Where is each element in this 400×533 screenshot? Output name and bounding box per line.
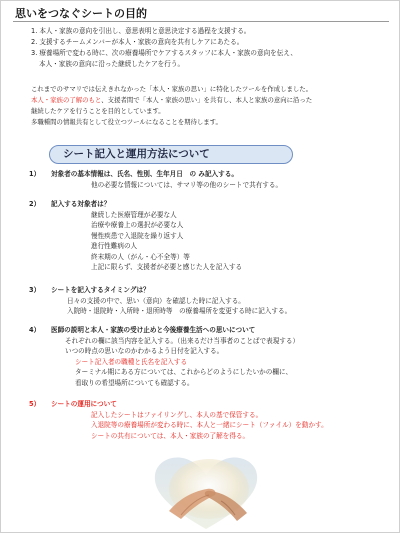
section-1 bbox=[29, 169, 391, 190]
section-line: 記入したシートはファイリングし、本人の基で保管する。 bbox=[91, 410, 263, 419]
section-body bbox=[29, 210, 391, 273]
section-line: 治療や療養上の選択が必要な人 bbox=[91, 221, 184, 229]
section-line: 入退院等の療養場所が変わる時に、本人と一緒にシート（ファイル）を動かす。 bbox=[91, 421, 328, 429]
section-body bbox=[29, 296, 391, 317]
goal-item: 2. 支援するチームメンバーが本人・家族の意向を共有しケアにあたる。 bbox=[31, 38, 244, 46]
section-line: 他の必要な情報については、サマリ等の他のシートで共有する。 bbox=[91, 180, 283, 189]
intro-line: 多職種間の情報共有として役立つツールになることを期待します。 bbox=[31, 118, 222, 126]
goals-list bbox=[31, 26, 391, 70]
heart-hands-photo bbox=[151, 453, 261, 531]
section-line: それぞれの欄に該当内容を記入する。（出来るだけ当事者のことばで表現する） bbox=[65, 336, 300, 345]
goal-item: 3. 療養場所で変わる時に、次の療養場所でケアするスタッフに本人・家族の意向を伝え、 bbox=[31, 49, 297, 57]
section-line: 継続した医療管理が必要な人 bbox=[91, 210, 177, 219]
section-number: 5） bbox=[29, 400, 41, 408]
section-heading bbox=[29, 199, 391, 210]
goal-item: 1. 本人・家族の意向を引出し、意思表明と意思決定する過程を支援する。 bbox=[31, 27, 251, 35]
section-line: 看取りの希望場所についても確認する。 bbox=[75, 378, 194, 387]
section-line: いつの時点の思いなのかわかるよう日付を記入する。 bbox=[65, 347, 224, 355]
section-line: 日々の支援の中で、思い（意向）を確認した時に記入する。 bbox=[67, 296, 245, 305]
section-number: 2） bbox=[29, 200, 41, 208]
section-heading bbox=[29, 285, 391, 296]
section-heading-text: 対象者の基本情報は、氏名、性別、生年月日 の み記入する。 bbox=[51, 170, 238, 178]
section-line: 上記に限らず、支援者が必要と感じた人を記入する bbox=[91, 263, 243, 271]
consent-highlight: 本人・家族の了解のもと bbox=[31, 96, 102, 104]
section-body bbox=[29, 336, 391, 389]
intro-line-rest: 、支援者間で「本人・家族の思い」を共有し、本人と家族の意向に沿った bbox=[101, 96, 313, 104]
section-line: 慢性疾患で入退院を繰り返す人 bbox=[91, 231, 184, 240]
section-line: ターミナル期にある方については、これからどのようにしたいかの欄に、 bbox=[75, 368, 293, 376]
section-3 bbox=[29, 285, 391, 317]
intro-paragraph bbox=[31, 84, 391, 128]
section-banner-title: シート記入と運用方法について bbox=[63, 148, 210, 160]
title-underline bbox=[13, 21, 389, 22]
section-number: 1） bbox=[29, 170, 41, 178]
section-body bbox=[29, 180, 391, 191]
intro-line: 継続したケアを行うことを目的としています。 bbox=[31, 107, 165, 115]
section-line: 進行性難病の人 bbox=[91, 242, 138, 250]
section-line: 終末期の人（がん・心不全等）等 bbox=[91, 252, 190, 261]
page-title: 思いをつなぐシートの目的 bbox=[15, 7, 147, 20]
section-heading bbox=[29, 325, 391, 336]
section-heading bbox=[29, 399, 391, 410]
section-line: シートの共有については、本人・家族の了解を得る。 bbox=[91, 431, 250, 440]
section-line-highlight: シート記入者の職種と氏名を記入する bbox=[75, 357, 188, 366]
section-number: 3） bbox=[29, 286, 41, 294]
section-body bbox=[29, 410, 391, 442]
intro-line: これまでのサマリでは伝えきれなかった「本人・家族の思い」に特化したツールを作成しました。 bbox=[31, 85, 313, 93]
section-2 bbox=[29, 199, 391, 273]
section-heading-text: 医師の説明と本人・家族の受け止めと今後療養生活への思いについて bbox=[51, 326, 256, 334]
section-heading bbox=[29, 169, 391, 180]
section-number: 4） bbox=[29, 326, 41, 334]
section-4 bbox=[29, 325, 391, 388]
section-line: 入院時・退院時・入所時・退所時等 の療養場所を変更する時に記入する。 bbox=[67, 307, 292, 315]
section-heading-text: 記入する対象者は？ bbox=[51, 200, 111, 208]
section-heading-text: シートの運用について bbox=[51, 400, 117, 408]
section-5 bbox=[29, 399, 391, 441]
goal-item-continued: 本人・家族の意向に沿った継続したケアを行う。 bbox=[39, 60, 185, 68]
intro-line bbox=[31, 95, 391, 106]
section-heading-text: シートを記入するタイミングは？ bbox=[51, 286, 150, 294]
